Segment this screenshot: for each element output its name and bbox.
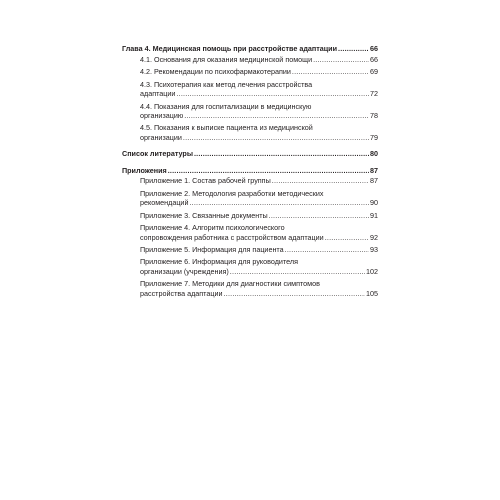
toc-entry-title: 4.5. Показания к выписке пациента из медицинской: [140, 123, 313, 133]
toc-page-number: 78: [370, 110, 378, 120]
toc-entry-title: Приложение 4. Алгоритм психологического: [140, 223, 285, 233]
toc-entry-title-cont: сопровождения работника с расстройством адаптации: [140, 232, 324, 242]
toc-item-4-3[interactable]: [122, 80, 378, 99]
toc-page-number: 72: [370, 89, 378, 99]
toc-page-number: 92: [370, 232, 378, 242]
dot-leader: [168, 166, 369, 175]
toc-item-4-1[interactable]: [122, 55, 378, 64]
toc-entry-title-cont: адаптации: [140, 89, 176, 99]
toc-entry-title: 4.2. Рекомендации по психофармакотерапии: [140, 67, 291, 77]
toc-entry-title: Приложение 2. Методология разработки методических: [140, 188, 324, 198]
toc-entry-title: 4.3. Психотерапия как метод лечения расстройства: [140, 79, 313, 89]
toc-appendix-4[interactable]: [122, 223, 378, 242]
toc-entry-title: Приложения: [122, 165, 167, 175]
toc-entry-title-cont: организацию: [140, 110, 184, 120]
toc-appendices[interactable]: [122, 166, 378, 175]
toc-page-number: 69: [370, 67, 378, 77]
toc-entry-title: Приложение 1. Состав рабочей группы: [140, 176, 271, 186]
toc-page-number: 66: [370, 54, 378, 64]
toc-page-number: 105: [366, 288, 378, 298]
dot-leader: [338, 44, 369, 53]
dot-leader: [194, 149, 369, 158]
dot-leader: [184, 111, 369, 120]
toc-appendix-3[interactable]: [122, 211, 378, 220]
toc-appendix-7[interactable]: [122, 279, 378, 298]
toc-entry-title: Приложение 3. Связанные документы: [140, 210, 268, 220]
dot-leader: [269, 211, 369, 220]
toc-entry-title: 4.4. Показания для госпитализации в медицинскую: [140, 101, 312, 111]
toc-page-number: 80: [370, 149, 378, 159]
dot-leader: [292, 67, 369, 76]
toc-item-4-2[interactable]: [122, 67, 378, 76]
toc-chapter-4[interactable]: [122, 44, 378, 53]
toc-entry-title: Приложение 6. Информация для руководителя: [140, 257, 298, 267]
toc-entry-title-cont: рекомендаций: [140, 198, 189, 208]
dot-leader: [230, 267, 365, 276]
toc-page-number: 87: [370, 165, 378, 175]
toc-page-number: 79: [370, 132, 378, 142]
dot-leader: [285, 245, 369, 254]
toc-references[interactable]: [122, 149, 378, 158]
toc-entry-title: Приложение 5. Информация для пациента: [140, 244, 284, 254]
table-of-contents: [122, 44, 378, 298]
toc-appendix-5[interactable]: [122, 245, 378, 254]
toc-page-number: 87: [370, 176, 378, 186]
toc-page-number: 102: [366, 266, 378, 276]
toc-entry-title: Глава 4. Медицинская помощь при расстройстве адаптации: [122, 44, 337, 53]
toc-appendix-2[interactable]: [122, 189, 378, 208]
toc-item-4-5[interactable]: [122, 123, 378, 142]
dot-leader: [313, 55, 369, 64]
dot-leader: [325, 233, 369, 242]
toc-page-number: 93: [370, 244, 378, 254]
toc-entry-title: Список литературы: [122, 149, 193, 159]
toc-entry-title: 4.1. Основания для оказания медицинской помощи: [140, 54, 313, 64]
dot-leader: [272, 176, 369, 185]
dot-leader: [189, 198, 369, 207]
toc-entry-title: Приложение 7. Методики для диагностики симптомов: [140, 279, 320, 289]
toc-page-number: 91: [370, 210, 378, 220]
dot-leader: [224, 289, 365, 298]
toc-page-number: 90: [370, 198, 378, 208]
toc-appendix-6[interactable]: [122, 257, 378, 276]
toc-entry-title-cont: организации: [140, 132, 182, 142]
dot-leader: [176, 89, 369, 98]
toc-entry-title-cont: расстройства адаптации: [140, 288, 223, 298]
toc-appendix-1[interactable]: [122, 176, 378, 185]
toc-entry-title-cont: организации (учреждения): [140, 266, 229, 276]
toc-page-number: 66: [370, 44, 378, 53]
toc-item-4-4[interactable]: [122, 102, 378, 121]
dot-leader: [183, 133, 369, 142]
